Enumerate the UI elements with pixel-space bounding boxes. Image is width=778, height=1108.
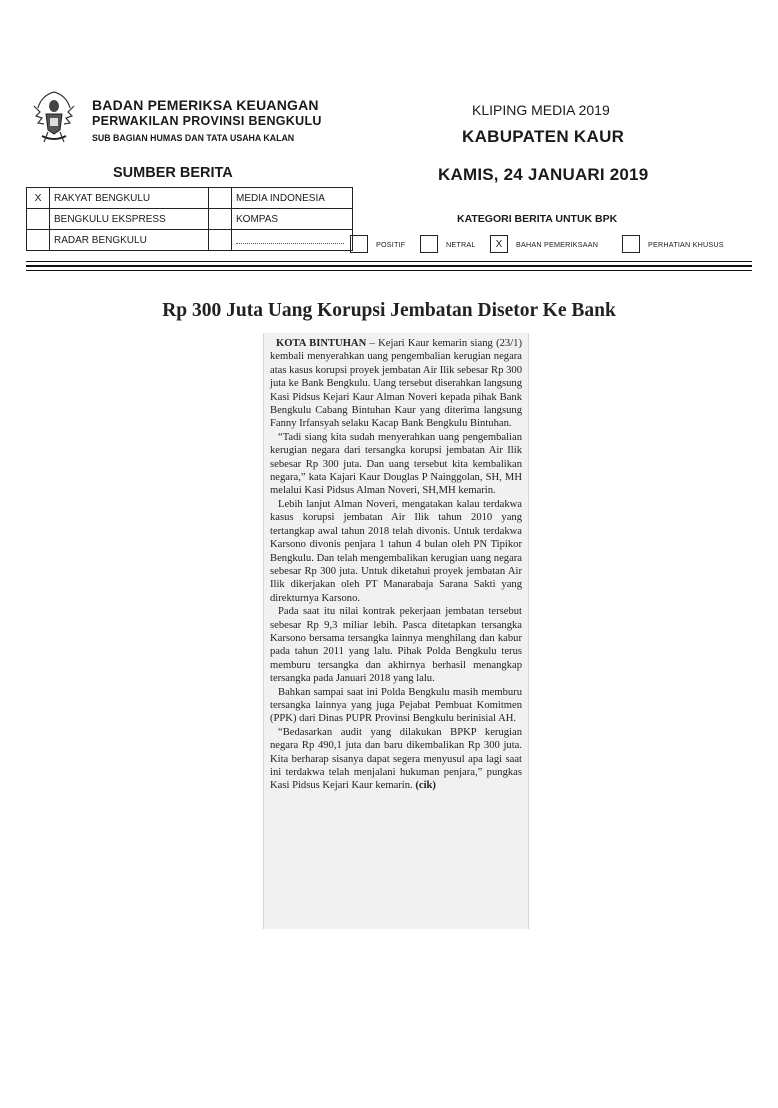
source-name-right: MEDIA INDONESIA [232, 188, 353, 209]
source-mark-right [209, 188, 232, 209]
source-row [27, 188, 353, 209]
paragraph-text: – Kejari Kaur kemarin siang (23/1) kembali menyerahkan uang pengembalian kerugian negara atas kasus korupsi proyek jembatan Air Ilik sebesar Rp 300 juta ke Bank Bengkulu. Uang tersebut diserahkan langsung Kasi Pidsus Kejari Kaur Alman Noveri kepada pihak Bank Bengkulu Cabang Bintuhan Kaur yang diterima langsung Fanny Irfansyah selaku Kacap Bank Bengkulu Bintuhan. [270, 338, 522, 430]
source-mark [27, 209, 50, 230]
checkbox[interactable] [350, 235, 368, 253]
source-mark [27, 230, 50, 251]
source-name: RADAR BENGKULU [50, 230, 209, 251]
source-table [26, 187, 353, 251]
sumber-title: SUMBER BERITA [113, 165, 233, 181]
author-signature: (cik) [415, 780, 436, 792]
source-mark-right [209, 230, 232, 251]
article-paragraph [270, 726, 522, 793]
kliping-label: KLIPING MEDIA 2019 [472, 102, 610, 118]
checkbox[interactable] [622, 235, 640, 253]
org-name: BADAN PEMERIKSA KEUANGAN [92, 97, 319, 113]
source-name: RAKYAT BENGKULU [50, 188, 209, 209]
checkbox[interactable] [420, 235, 438, 253]
divider [26, 265, 752, 267]
article-paragraph [270, 337, 522, 431]
dateline: KOTA BINTUHAN [276, 338, 367, 349]
divider [26, 261, 752, 262]
article-paragraph: Pada saat itu nilai kontrak pekerjaan jembatan tersebut sebesar Rp 9,3 miliar lebih. Pasca ditetapkan tersangka Karsono bersama tersangka lainnya menghilang dan kabur pada tahun 2011 yang lalu. Pihak Polda Bengkulu terus memburu tersangka dan akhirnya berhasil menangkap tersangka pada Januari 2018 yang lalu. [270, 606, 522, 685]
source-name-right: KOMPAS [232, 209, 353, 230]
kategori-label: POSITIF [376, 239, 406, 249]
kategori-title: KATEGORI BERITA UNTUK BPK [457, 213, 618, 225]
article-paragraph: “Tadi siang kita sudah menyerahkan uang pengembalian kerugian negara dari tersangka korupsi jembatan Air Ilik sebesar Rp 300 juta. Dan uang tersebut kita kembalikan negara,” kata Kajari Kaur Douglas P Nainggolan, SH, MH melalui Kasi Pidsus Alman Noveri, SH,MH kemarin. [270, 431, 522, 497]
kategori-label: NETRAL [446, 239, 476, 249]
kategori-option-netral[interactable] [420, 233, 476, 255]
kategori-label: BAHAN PEMERIKSAAN [516, 239, 599, 249]
article-headline: Rp 300 Juta Uang Korupsi Jembatan Disetor Ke Bank [162, 300, 616, 321]
paragraph-text: “Bedasarkan audit yang dilakukan BPKP kerugian negara Rp 490,1 juta dan baru dikembalikan Rp 300 juta. Kita berharap sisanya dapat segera menyusul apa lagi saat ini terdakwa telah menjalani hukuman penjara,” pungkas Kasi Pidsus Kejari Kaur kemarin. [270, 726, 522, 792]
checkbox[interactable]: X [490, 235, 508, 253]
dotted-line [236, 234, 344, 244]
region-title: KABUPATEN KAUR [462, 127, 625, 146]
bpk-emblem-icon [26, 86, 82, 150]
kategori-option-positif[interactable] [350, 233, 405, 255]
source-name: BENGKULU EKSPRESS [50, 209, 209, 230]
source-row [27, 209, 353, 230]
org-branch: PERWAKILAN PROVINSI BENGKULU [92, 114, 322, 128]
date-title: KAMIS, 24 JANUARI 2019 [438, 165, 649, 184]
source-mark: X [27, 188, 50, 209]
divider [26, 270, 752, 271]
org-division: SUB BAGIAN HUMAS DAN TATA USAHA KALAN [92, 133, 295, 143]
article-paragraph: Bahkan sampai saat ini Polda Bengkulu masih memburu tersangka lainnya yang juga Pejabat Pembuat Komitmen (PPK) dari Dinas PUPR Provinsi Bengkulu berinisial AH. [270, 686, 522, 725]
news-clipping [263, 333, 529, 929]
source-mark-right [209, 209, 232, 230]
source-row [27, 230, 353, 251]
source-blank-line [232, 230, 353, 251]
kategori-option-perhatian-khusus[interactable] [622, 233, 724, 255]
article-paragraph: Lebih lanjut Alman Noveri, mengatakan kalau terdakwa kasus korupsi jembatan Air Ilik tahun 2010 yang tertangkap awal tahun 2018 telah divonis. Untuk terdakwa Karsono divonis penjara 1 tahun 4 bulan oleh PN Tipikor Bengkulu. Dan telah mengembalikan kerugian uang negara sebesar Rp 300 juta. Untuk diketahui proyek jembatan Air Ilik dikerjakan oleh PT Manarabaja Sarana Sakti yang direkturnya Karsono. [270, 498, 522, 604]
kategori-option-bahan-pemeriksaan[interactable] [490, 233, 598, 255]
kategori-label: PERHATIAN KHUSUS [648, 239, 724, 249]
